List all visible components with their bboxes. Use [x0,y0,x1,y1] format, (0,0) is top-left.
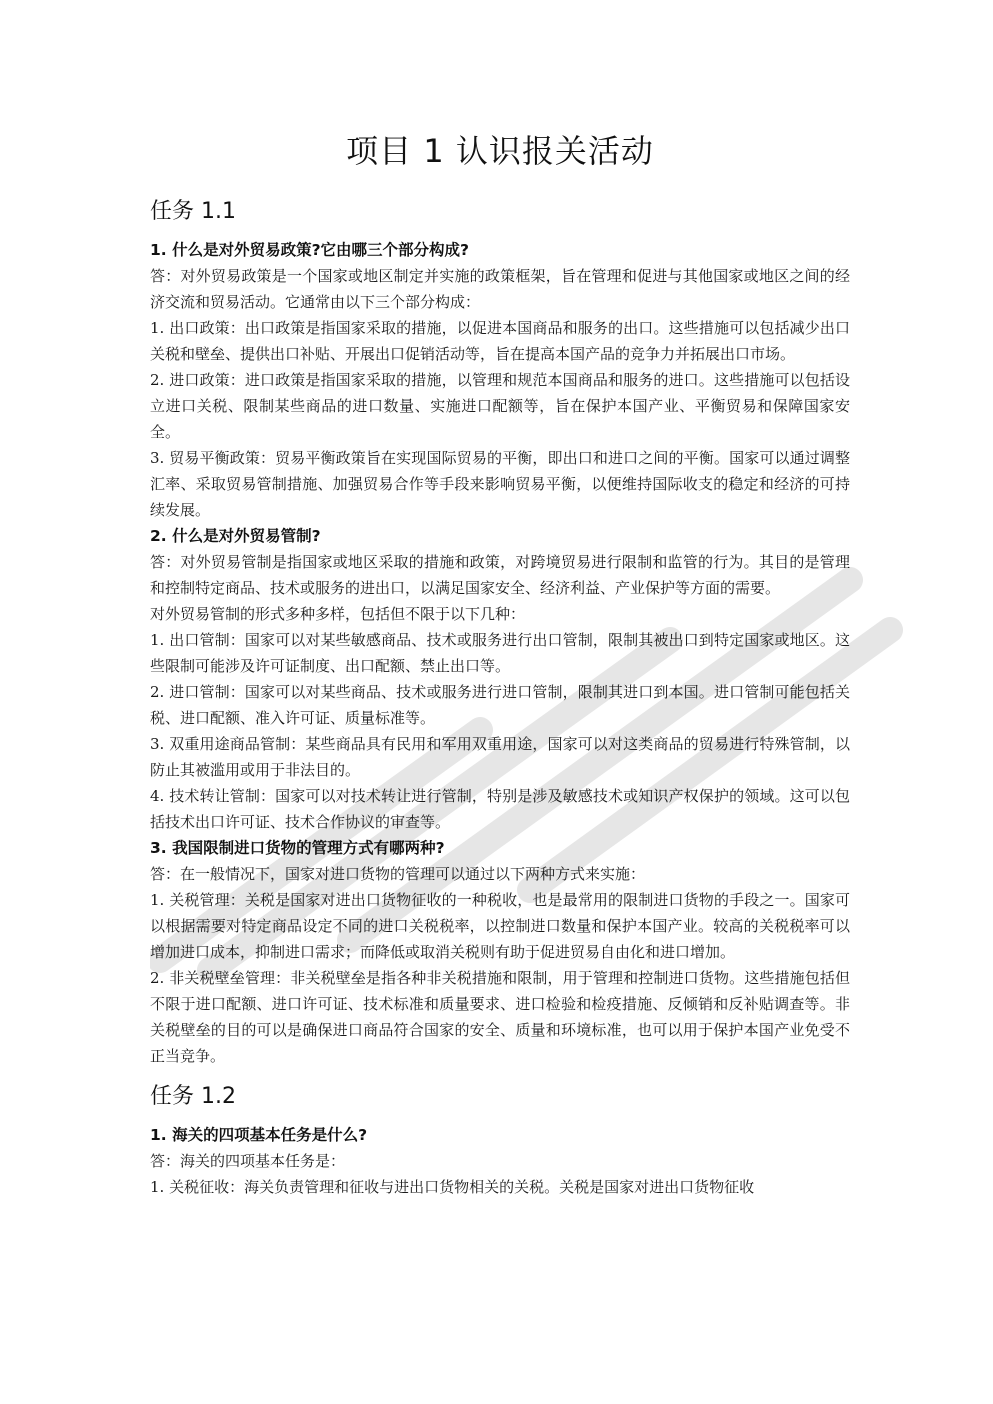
section-heading: 任务 1.1 [150,199,236,224]
qa-block [150,1122,850,1200]
answer-paragraph: 2. 进口管制：国家可以对某些商品、技术或服务进行进口管制，限制其进口到本国。进口管制可能包括关税、进口配额、准入许可证、质量标准等。 [150,683,850,727]
answer-paragraph: 1. 出口政策：出口政策是指国家采取的措施，以促进本国商品和服务的出口。这些措施可以包括减少出口关税和壁垒、提供出口补贴、开展出口促销活动等，旨在提高本国产品的竞争力并拓展出口市场。 [150,319,850,363]
answer-paragraph: 1. 关税征收：海关负责管理和征收与进出口货物相关的关税。关税是国家对进出口货物征收 [150,1178,755,1196]
question-heading: 2. 什么是对外贸易管制? [150,527,321,545]
answer-paragraph: 答：对外贸易管制是指国家或地区采取的措施和政策，对跨境贸易进行限制和监管的行为。其目的是管理和控制特定商品、技术或服务的进出口，以满足国家安全、经济利益、产业保护等方面的需要。 [150,553,850,597]
section-heading: 任务 1.2 [150,1084,236,1109]
answer-paragraph: 1. 关税管理：关税是国家对进出口货物征收的一种税收，也是最常用的限制进口货物的手段之一。国家可以根据需要对特定商品设定不同的进口关税税率，以控制进口数量和保护本国产业。较高的关税税率可以增加进口成本，抑制进口需求；而降低或取消关税则有助于促进贸易自由化和进口增加。 [150,891,850,961]
document-page [150,120,850,1210]
answer-paragraph: 答：海关的四项基本任务是： [150,1152,346,1170]
question-heading: 1. 什么是对外贸易政策?它由哪三个部分构成? [150,241,470,259]
answer-paragraph: 4. 技术转让管制：国家可以对技术转让进行管制，特别是涉及敏感技术或知识产权保护的领域。这可以包括技术出口许可证、技术合作协议的审查等。 [150,787,850,831]
document-title: 项目 1 认识报关活动 [346,132,654,170]
question-heading: 3. 我国限制进口货物的管理方式有哪两种? [150,839,445,857]
answer-paragraph: 3. 双重用途商品管制：某些商品具有民用和军用双重用途，国家可以对这类商品的贸易进行特殊管制，以防止其被滥用或用于非法目的。 [150,735,850,779]
section-task-1-1 [150,194,850,1069]
answer-paragraph: 1. 出口管制：国家可以对某些敏感商品、技术或服务进行出口管制，限制其被出口到特定国家或地区。这些限制可能涉及许可证制度、出口配额、禁止出口等。 [150,631,850,675]
qa-block [150,523,850,835]
qa-block [150,237,850,523]
answer-paragraph: 答：在一般情况下，国家对进口货物的管理可以通过以下两种方式来实施： [150,865,646,883]
answer-paragraph: 3. 贸易平衡政策：贸易平衡政策旨在实现国际贸易的平衡，即出口和进口之间的平衡。国家可以通过调整汇率、采取贸易管制措施、加强贸易合作等手段来影响贸易平衡，以便维持国际收支的稳定和经济的可持续发展。 [150,449,850,519]
answer-paragraph: 2. 非关税壁垒管理：非关税壁垒是指各种非关税措施和限制，用于管理和控制进口货物。这些措施包括但不限于进口配额、进口许可证、技术标准和质量要求、进口检验和检疫措施、反倾销和反补贴调查等。非关税壁垒的目的可以是确保进口商品符合国家的安全、质量和环境标准，也可以用于保护本国产业免受不正当竞争。 [150,969,850,1065]
answer-paragraph: 对外贸易管制的形式多种多样，包括但不限于以下几种： [150,605,526,623]
section-task-1-2 [150,1079,850,1200]
question-heading: 1. 海关的四项基本任务是什么? [150,1126,368,1144]
answer-paragraph: 答：对外贸易政策是一个国家或地区制定并实施的政策框架，旨在管理和促进与其他国家或地区之间的经济交流和贸易活动。它通常由以下三个部分构成： [150,267,850,311]
qa-block [150,835,850,1069]
answer-paragraph: 2. 进口政策：进口政策是指国家采取的措施，以管理和规范本国商品和服务的进口。这些措施可以包括设立进口关税、限制某些商品的进口数量、实施进口配额等，旨在保护本国产业、平衡贸易和保障国家安全。 [150,371,850,441]
